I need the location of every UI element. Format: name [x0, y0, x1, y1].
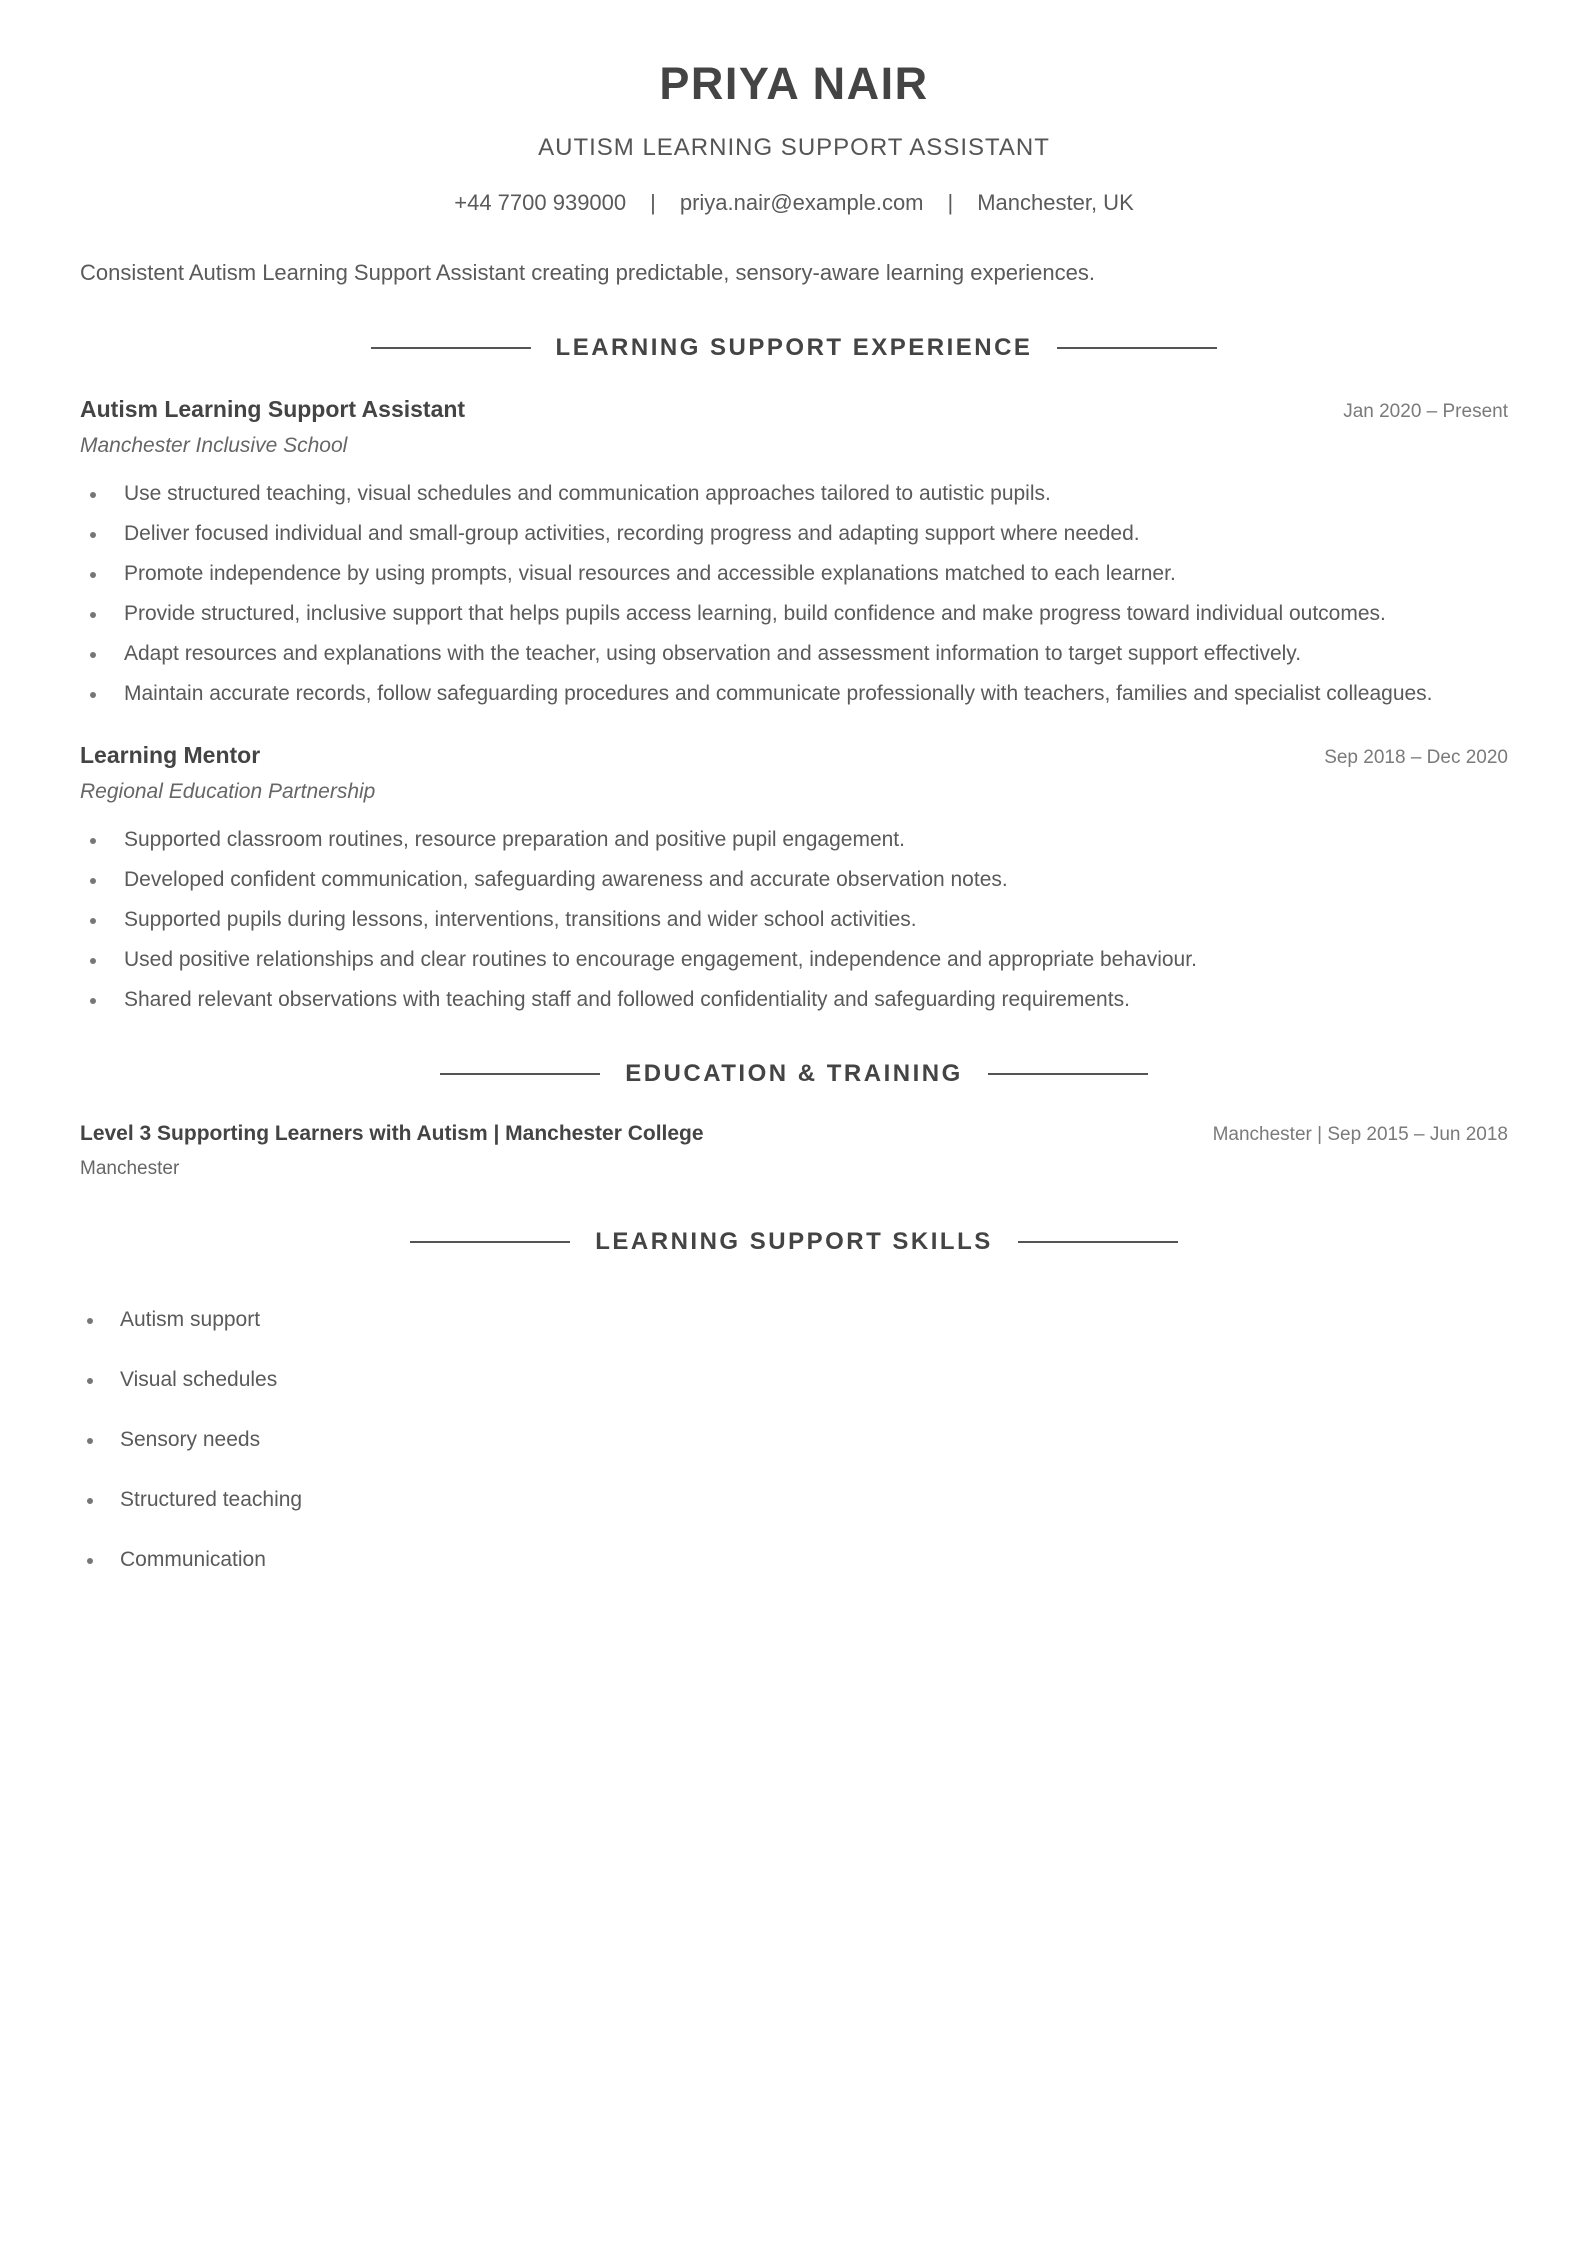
section-heading-experience — [0, 334, 1588, 362]
job-bullet: Deliver focused individual and small-group activities, recording progress and adapting support where needed. — [80, 514, 1508, 554]
job-header — [80, 742, 1508, 769]
contact-line — [0, 190, 1588, 216]
education-location: Manchester — [80, 1158, 180, 1179]
heading-rule-left — [440, 1073, 600, 1075]
job-entry — [80, 396, 1508, 714]
job-bullet: Promote independence by using prompts, visual resources and accessible explanations matched to each learner. — [80, 554, 1508, 594]
job-organization: Regional Education Partnership — [80, 780, 376, 803]
phone-number: +44 7700 939000 — [454, 190, 627, 215]
job-bullet: Developed confident communication, safeguarding awareness and accurate observation notes. — [80, 860, 1508, 900]
education-title: Level 3 Supporting Learners with Autism | Manchester College — [80, 1122, 704, 1145]
skills-list — [80, 1290, 302, 1590]
section-heading-education — [0, 1060, 1588, 1088]
job-dates: Sep 2018 – Dec 2020 — [1324, 747, 1508, 768]
job-bullets — [80, 474, 1508, 714]
job-entry — [80, 742, 1508, 1020]
job-title: Autism Learning Support Assistant — [80, 396, 466, 422]
location: Manchester, UK — [977, 190, 1134, 215]
job-bullet: Supported pupils during lessons, interventions, transitions and wider school activities. — [80, 900, 1508, 940]
job-bullet: Supported classroom routines, resource preparation and positive pupil engagement. — [80, 820, 1508, 860]
job-dates: Jan 2020 – Present — [1343, 401, 1508, 422]
section-heading-label: LEARNING SUPPORT SKILLS — [595, 1228, 993, 1255]
education-header — [80, 1122, 1508, 1146]
skill-item: Structured teaching — [80, 1470, 302, 1530]
heading-rule-right — [1018, 1241, 1178, 1243]
contact-separator: | — [650, 190, 656, 215]
email-address: priya.nair@example.com — [679, 190, 924, 215]
skill-item: Visual schedules — [80, 1350, 302, 1410]
job-header — [80, 396, 1508, 423]
job-bullet: Maintain accurate records, follow safeguarding procedures and communicate professionally with teachers, families and specialist colleagues. — [80, 674, 1508, 714]
heading-rule-left — [371, 347, 531, 349]
skill-item: Sensory needs — [80, 1410, 302, 1470]
candidate-name: PRIYA NAIR — [659, 58, 929, 109]
section-heading-label: EDUCATION & TRAINING — [625, 1060, 963, 1087]
heading-rule-right — [988, 1073, 1148, 1075]
education-meta: Manchester | Sep 2015 – Jun 2018 — [1212, 1124, 1508, 1145]
skill-item: Communication — [80, 1530, 302, 1590]
contact-separator: | — [947, 190, 954, 215]
heading-rule-left — [410, 1241, 570, 1243]
section-heading-label: LEARNING SUPPORT EXPERIENCE — [555, 334, 1033, 361]
job-bullet: Shared relevant observations with teaching staff and followed confidentiality and safeguarding requirements. — [80, 980, 1508, 1020]
candidate-title: AUTISM LEARNING SUPPORT ASSISTANT — [538, 134, 1050, 161]
job-title: Learning Mentor — [80, 742, 261, 768]
job-organization: Manchester Inclusive School — [80, 434, 348, 457]
profile-summary: Consistent Autism Learning Support Assistant creating predictable, sensory-aware learning experiences. — [80, 260, 1095, 285]
job-bullets — [80, 820, 1508, 1020]
job-bullet: Used positive relationships and clear routines to encourage engagement, independence and appropriate behaviour. — [80, 940, 1508, 980]
skill-item: Autism support — [80, 1290, 302, 1350]
job-bullet: Use structured teaching, visual schedules and communication approaches tailored to autistic pupils. — [80, 474, 1508, 514]
job-bullet: Provide structured, inclusive support that helps pupils access learning, build confidence and make progress toward individual outcomes. — [80, 594, 1508, 634]
heading-rule-right — [1057, 347, 1217, 349]
education-entry — [80, 1122, 1508, 1180]
job-bullet: Adapt resources and explanations with the teacher, using observation and assessment information to target support effectively. — [80, 634, 1508, 674]
section-heading-skills — [0, 1228, 1588, 1256]
